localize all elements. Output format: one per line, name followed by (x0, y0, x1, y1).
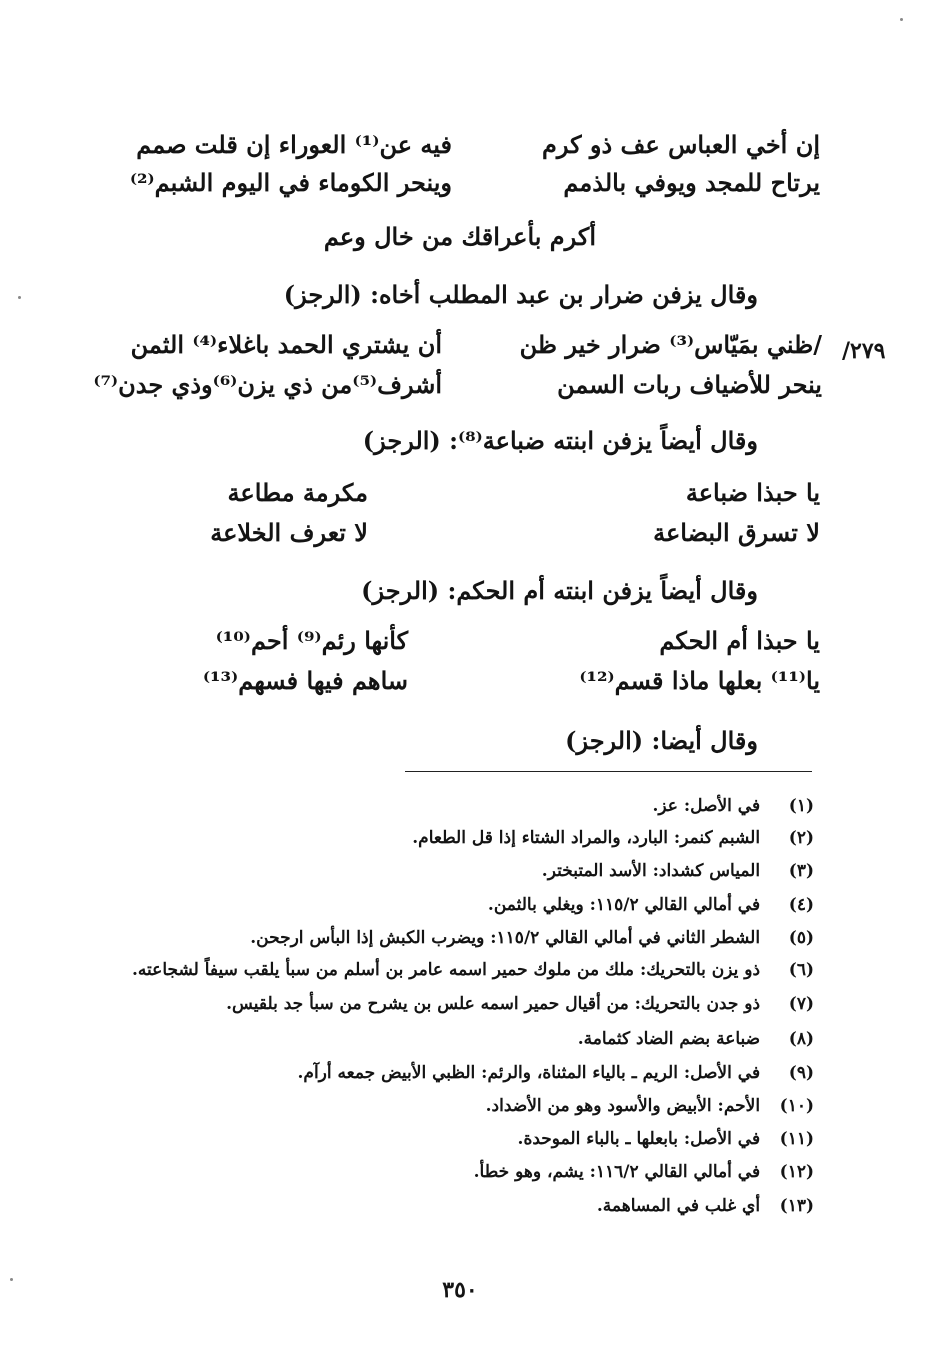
verse-second-hemistich: ساهم فيها فسهم⁽¹³⁾ (202, 666, 408, 695)
verse-first-hemistich: يرتاح للمجد ويوفي بالذمم (563, 168, 820, 197)
footnote-text: أي غلب في المساهمة. (596, 1196, 761, 1216)
verse-line (112, 518, 820, 552)
footnote-text: الأحم: الأبيض والأسود وهو من الأضداد. (485, 1096, 761, 1116)
verse-second-hemistich: وينحر الكوماء في اليوم الشبم⁽²⁾ (129, 168, 452, 197)
verse-second-hemistich: أشرف⁽⁵⁾من ذي يزن⁽⁶⁾وذي جدن⁽⁷⁾ (93, 370, 442, 399)
footnote-text: ذو يزن بالتحريك: ملك من ملوك حمير اسمه عامر بن أسلم من سبأ يلقب سيفاً لشجاعته. (132, 960, 761, 980)
verse-line (112, 478, 820, 512)
scan-speck (10, 1278, 13, 1281)
footnote (124, 1162, 814, 1190)
verse-second-hemistich: أن يشتري الحمد باغلاء⁽⁴⁾ الثمن (130, 330, 442, 359)
verse-line (93, 370, 822, 404)
verse-first-hemistich: لا تسرق البضاعة (653, 518, 820, 547)
scan-speck (900, 18, 903, 21)
footnote-text: في الأصل: الريم ـ بالياء المثناة، والرئم: الظبي الأبيض جمعه أرآم. (297, 1063, 761, 1083)
footnote-text: في أمالي القالي ١١٥/٢: ويغلي بالثمن. (487, 895, 761, 915)
verse-second-hemistich: لا تعرف الخلاعة (210, 518, 368, 547)
verse-line (110, 330, 822, 364)
footnote (124, 895, 814, 923)
footnote (124, 994, 814, 1022)
section-intro: وقال أيضاً يزفن ابنته أم الحكم: (الرجز) (361, 576, 758, 605)
footnote-text: الشبم كنمر: البارد، والمراد الشتاء إذا قل الطعام. (412, 828, 761, 848)
footnote (124, 1196, 814, 1224)
verse-line (110, 666, 820, 700)
verse-first-hemistich: يا⁽¹¹⁾ بعلها ماذا قسم⁽¹²⁾ (579, 666, 820, 695)
footnote (124, 1063, 814, 1091)
footnote (124, 1029, 814, 1057)
footnote-text: ذو جدن بالتحريك: من أقيال حمير اسمه علس بن يشرح من سبأ جد بلقيس. (226, 994, 761, 1014)
page-number: ٣٥٠ (442, 1277, 478, 1303)
footnote-number: (١٠) (779, 1096, 814, 1116)
footnote-number: (١٣) (779, 1196, 814, 1216)
section-intro: وقال أيضاً يزفن ابنته ضباعة⁽⁸⁾: (الرجز) (362, 426, 758, 455)
footnote-number: (٢) (788, 828, 814, 848)
footnote-text: في الأصل: عز. (652, 796, 761, 816)
verse-line (120, 130, 820, 164)
footnote-text: في الأصل: بابعلها ـ بالباء الموحدة. (517, 1129, 761, 1149)
footnote (124, 928, 814, 956)
footnote-separator (405, 771, 812, 772)
footnote-number: (١١) (779, 1129, 814, 1149)
footnote-number: (٨) (788, 1029, 814, 1049)
verse-line (120, 168, 820, 202)
verse-line (110, 626, 820, 660)
footnote-text: المياس كشداد: الأسد المتبختر. (541, 861, 761, 881)
verse-first-hemistich: يا حبذا أم الحكم (659, 626, 820, 655)
verse-second-hemistich: كأنها رئم⁽⁹⁾ أحم⁽¹⁰⁾ (215, 626, 408, 655)
verse-first-hemistich: إن أخي العباس عف ذو كرم (542, 130, 820, 159)
footnote-number: (٤) (788, 895, 814, 915)
footnote-number: (٦) (788, 960, 814, 980)
footnote-text: ضباعة بضم الضاد كثمامة. (577, 1029, 761, 1049)
footnote (124, 796, 814, 824)
verse-first-hemistich: ينحر للأضياف ربات السمن (557, 370, 822, 399)
verse-first-hemistich: /ظني بمَيّاس⁽³⁾ ضرار خير ظن (519, 330, 822, 359)
verse-second-hemistich: فيه عن⁽¹⁾ العوراء إن قلت صمم (136, 130, 452, 159)
scan-speck (18, 296, 21, 299)
footnote-number: (١٢) (779, 1162, 814, 1182)
footnote (124, 960, 814, 988)
poem-number: /٢٧٩ (842, 338, 886, 364)
footnote-number: (٧) (788, 994, 814, 1014)
footnote-number: (٩) (788, 1063, 814, 1083)
verse-closing-line: أكرم بأعراقك من خال وعم (323, 222, 596, 251)
footnote (124, 828, 814, 856)
section-intro: وقال أيضا: (الرجز) (565, 726, 758, 755)
verse-second-hemistich: مكرمة مطاعة (227, 478, 368, 507)
verse-first-hemistich: يا حبذا ضباعة (685, 478, 820, 507)
footnote-number: (٥) (788, 928, 814, 948)
section-intro: وقال يزفن ضرار بن عبد المطلب أخاه: (الرجز) (283, 280, 758, 309)
footnote-number: (١) (788, 796, 814, 816)
footnote-text: الشطر الثاني في أمالي القالي ١١٥/٢: ويضرب الكبش إذا البأس ارجحن. (250, 928, 761, 948)
footnote (124, 861, 814, 889)
footnote-text: في أمالي القالي ١١٦/٢: يشم، وهو خطأ. (473, 1162, 761, 1182)
footnote-number: (٣) (788, 861, 814, 881)
footnote (124, 1129, 814, 1157)
footnote (124, 1096, 814, 1124)
